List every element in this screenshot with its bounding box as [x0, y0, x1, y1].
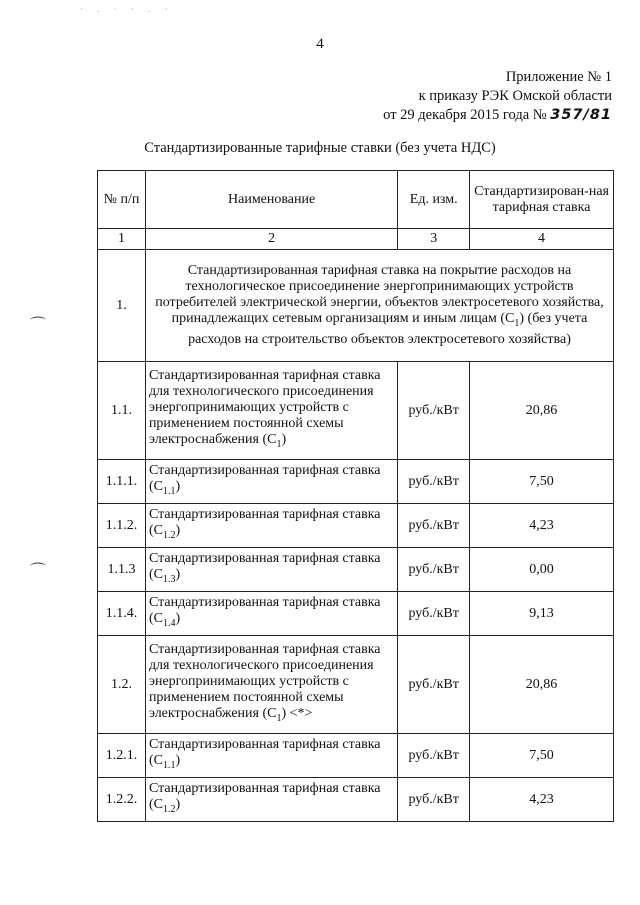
- col-number: 1: [98, 229, 146, 250]
- row-num: 1.1.2.: [98, 504, 146, 548]
- row-unit: руб./кВт: [398, 548, 470, 592]
- appendix-line-1: Приложение № 1: [505, 69, 612, 85]
- appendix-line-2: к приказу РЭК Омской области: [418, 88, 612, 104]
- row-num: 1.2.2.: [98, 778, 146, 822]
- appendix-date: от 29 декабря 2015 года №: [383, 107, 547, 123]
- section-text: Стандартизированная тарифная ставка на покрытие расходов на технологическое присоединение энергопринимающих устройств потребителей электрической энергии, объектов электросетевого хозяйства, принадлежащих сетевым организациям и иным лицам $(С_1)$ (без учета расходов на строительство объектов электросетевого хозяйства): [145, 250, 613, 362]
- row-value: 0,00: [470, 548, 614, 592]
- row-unit: руб./кВт: [398, 460, 470, 504]
- scan-artifacts: · . · · . ·: [80, 4, 174, 14]
- row-num: 1.1.: [98, 362, 146, 460]
- table-row: [98, 636, 614, 734]
- table-header-row: [98, 171, 614, 229]
- table-row: [98, 504, 614, 548]
- table-row: [98, 592, 614, 636]
- tariff-table: [97, 170, 614, 822]
- col-number: 3: [398, 229, 470, 250]
- row-num: 1.1.1.: [98, 460, 146, 504]
- row-unit: руб./кВт: [398, 362, 470, 460]
- row-unit: руб./кВт: [398, 592, 470, 636]
- order-number-handwritten: 357/81: [550, 107, 612, 123]
- row-num: 1.2.: [98, 636, 146, 734]
- row-num: 1.1.4.: [98, 592, 146, 636]
- row-num: 1.2.1.: [98, 734, 146, 778]
- table-row: [98, 460, 614, 504]
- row-value: 7,50: [470, 734, 614, 778]
- row-unit: руб./кВт: [398, 734, 470, 778]
- row-name: Стандартизированная тарифная ставка $(С_{1.1})$: [145, 460, 397, 504]
- table-row: [98, 548, 614, 592]
- row-num: 1.1.3: [98, 548, 146, 592]
- row-unit: руб./кВт: [398, 636, 470, 734]
- row-value: 4,23: [470, 504, 614, 548]
- column-number-row: [98, 229, 614, 250]
- col-number: 4: [470, 229, 614, 250]
- row-name: Стандартизированная тарифная ставка $(С_{1.2})$: [145, 504, 397, 548]
- table-row: [98, 362, 614, 460]
- row-name: Стандартизированная тарифная ставка $(С_{1.3})$: [145, 548, 397, 592]
- row-name: Стандартизированная тарифная ставка $(С_{1.2})$: [145, 778, 397, 822]
- appendix-block: [383, 68, 612, 125]
- margin-mark: ⌒: [30, 317, 47, 334]
- table-row: [98, 734, 614, 778]
- row-value: 4,23: [470, 778, 614, 822]
- row-name: Стандартизированная тарифная ставка $(С_{1.4})$: [145, 592, 397, 636]
- header-unit: Ед. изм.: [398, 171, 470, 229]
- section-row: [98, 250, 614, 362]
- section-num: 1.: [98, 250, 146, 362]
- row-unit: руб./кВт: [398, 504, 470, 548]
- header-num: № п/п: [98, 171, 146, 229]
- row-name: Стандартизированная тарифная ставка для технологического присоединения энергопринимающих устройств с применением постоянной схемы электроснабжения $(С_1)$ <*>: [145, 636, 397, 734]
- row-value: 7,50: [470, 460, 614, 504]
- col-number: 2: [145, 229, 397, 250]
- header-name: Наименование: [145, 171, 397, 229]
- page-number: 4: [316, 36, 324, 52]
- row-unit: руб./кВт: [398, 778, 470, 822]
- table-row: [98, 778, 614, 822]
- document-title: Стандартизированные тарифные ставки (без учета НДС): [144, 140, 496, 156]
- margin-mark: ⌒: [30, 563, 47, 580]
- header-rate: Стандартизирован-ная тарифная ставка: [470, 171, 614, 229]
- appendix-line-3: [383, 106, 612, 125]
- row-value: 20,86: [470, 362, 614, 460]
- row-name: Стандартизированная тарифная ставка $(С_{1.1})$: [145, 734, 397, 778]
- row-value: 20,86: [470, 636, 614, 734]
- row-value: 9,13: [470, 592, 614, 636]
- row-name: Стандартизированная тарифная ставка для технологического присоединения энергопринимающих устройств с применением постоянной схемы электроснабжения $(С_1)$: [145, 362, 397, 460]
